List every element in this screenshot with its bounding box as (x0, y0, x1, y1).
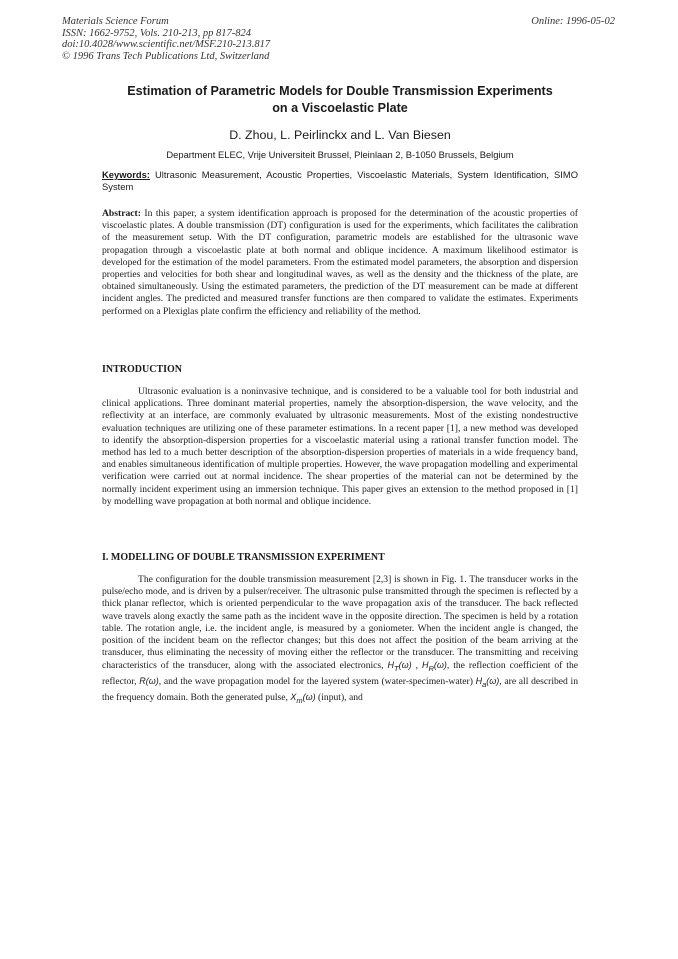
modelling-text-5: (input), and (318, 692, 363, 704)
affiliation: Department ELEC, Vrije Universiteit Brussel, Pleinlaan 2, B-1050 Brussels, Belgium (166, 149, 514, 160)
modelling-paragraph (102, 574, 578, 707)
title-line-2: on a Viscoelastic Plate (272, 100, 408, 115)
doi-link[interactable]: doi:10.4028/www.scientific.net/MSF.210-213.817 (62, 39, 271, 50)
symbol-ht: $H_T(\omega)$ (387, 660, 412, 674)
modelling-text-1: The configuration for the double transmission measurement [2,3] is shown in Fig. 1. The transducer works in the pulse/echo mode, and is driven by a pulser/receiver. The ultrasonic pulse transmitted through the specimen is reflected by a thick planar reflector, which is oriented perpendicular to the wave propagation axis of the transducer. The back reflected wave travels along exactly the same path as the incident wave in the opposite direction. The specimen is held by a rotation table. The rotation angle, i.e. the incident angle, is measured by a goniometer. When the incident angle is changed, the position of the incident beam on the reflector changes; but this does not affect the position of the beam arriving at the transducer, thus eliminating the necessity of moving either the reflector or the transducer. The transmitting and receiving characteristics of the transducer, along with the associated electronics, (102, 574, 578, 672)
journal-name: Materials Science Forum (62, 16, 169, 27)
section-heading-introduction: INTRODUCTION (102, 364, 183, 375)
author-list: D. Zhou, L. Peirlinckx and L. Van Biesen (229, 128, 451, 142)
modelling-text-4: , are all described in the frequency domain. Both the generated pulse, (102, 676, 578, 704)
issn-line: ISSN: 1662-9752, Vols. 210-213, pp 817-824 (62, 27, 251, 39)
modelling-text-2: , the reflection coefficient of the reflector, (102, 660, 579, 688)
abstract-block (102, 208, 578, 318)
symbol-xm: $X_m(\omega)$ (290, 692, 316, 706)
introduction-paragraph: Ultrasonic evaluation is a noninvasive technique, and is considered to be a valuable tool for both industrial and clinical applications. Three dominant material properties, namely the absorption-dispersion, the wave velocity, and the reflectivity at an interface, are commonly evaluated by ultrasonic measurements. Most of the existing nondestructive evaluation techniques are utilizing one of these parameter estimations. In a recent paper [1], a new method was developed to identify the absorption-dispersion properties for a viscoelastic material using a rational transfer function model. The method has led to a much better description of the absorption-dispersion properties of materials in a wide frequency band, and enables simultaneous identification of multiple properties. However, the wave propagation modelling and experimental verification were carried out at normal incidence. The shear properties of the material can not be determined by the normally incident experiment using an immersion technique. This paper gives an extension to the method proposed in [1] by modelling wave propagation at both normal and oblique incidence. (102, 386, 578, 507)
section-heading-modelling: I. MODELLING OF DOUBLE TRANSMISSION EXPERIMENT (102, 552, 385, 563)
abstract-text: In this paper, a system identification approach is proposed for the determination of the acoustic properties of viscoelastic plates. A double transmission (DT) configuration is used for the experiments, which facilitates the calibration of the measurement setup. With the DT configuration, parametric models are established for the ultrasonic wave propagation through a viscoelastic plate at both normal and oblique incidence. A maximum likelihood estimator is developed for the estimation of the model parameters. From the estimated model parameters, the absorption and dispersion properties and velocities for both shear and longitudinal waves, as well as the density and the thickness of the plate, are obtained simultaneously. Using the estimated parameters, the prediction of the DT measurement can be made at different incident angles. The predicted and measured transfer functions are then compared to validate the estimates. Experiments performed on a Plexiglas plate confirm the efficiency and reliability of the method. (102, 208, 578, 317)
symbol-r: R(ω) (139, 676, 159, 687)
copyright-line: © 1996 Trans Tech Publications Ltd, Switzerland (62, 50, 270, 62)
paper-title (80, 83, 600, 116)
keywords-block (102, 169, 578, 193)
keywords-label: Keywords: (102, 169, 150, 180)
abstract-label: Abstract: (102, 208, 141, 219)
title-line-1: Estimation of Parametric Models for Double Transmission Experiments (127, 84, 553, 98)
online-date: Online: 1996-05-02 (531, 16, 615, 27)
keywords-text: Ultrasonic Measurement, Acoustic Properties, Viscoelastic Materials, System Identification, SIMO System (102, 169, 578, 192)
modelling-text-3: , and the wave propagation model for the layered system (water-specimen-water) (158, 676, 473, 688)
symbol-ha: $H_a(\omega)$ (475, 676, 500, 690)
comma-separator: , (415, 660, 418, 672)
symbol-hr: $H_R(\omega)$ (421, 660, 447, 674)
